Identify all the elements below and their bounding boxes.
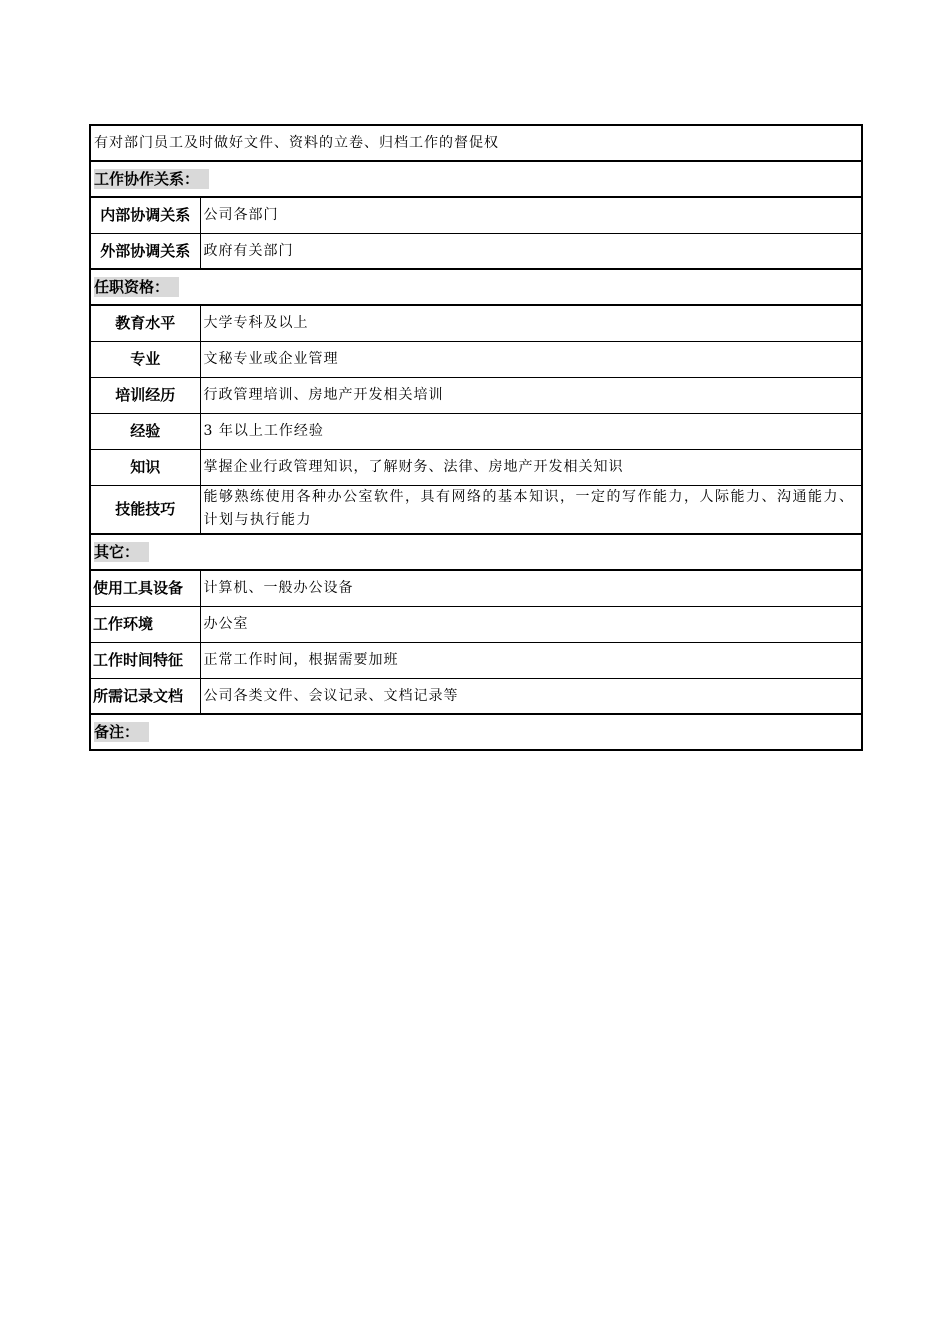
table-row <box>90 678 862 714</box>
row-label: 技能技巧 <box>90 485 200 534</box>
row-value: 行政管理培训、房地产开发相关培训 <box>200 377 862 413</box>
row-value: 能够熟练使用各种办公室软件，具有网络的基本知识，一定的写作能力，人际能力、沟通能力、计划与执行能力 <box>200 485 862 534</box>
section-heading-qualifications <box>90 269 862 305</box>
row-label: 专业 <box>90 341 200 377</box>
row-value: 计算机、一般办公设备 <box>200 570 862 606</box>
row-label: 工作时间特征 <box>90 642 200 678</box>
row-value: 公司各部门 <box>200 197 862 233</box>
row-label: 外部协调关系 <box>90 233 200 269</box>
table-row <box>90 125 862 161</box>
table-row <box>90 449 862 485</box>
section-header-row <box>90 269 862 305</box>
row-label: 教育水平 <box>90 305 200 341</box>
section-heading-text: 备注： <box>94 722 149 742</box>
table-row <box>90 341 862 377</box>
row-label: 内部协调关系 <box>90 197 200 233</box>
table-row <box>90 642 862 678</box>
table-row <box>90 197 862 233</box>
section-header-row <box>90 161 862 197</box>
row-label: 所需记录文档 <box>90 678 200 714</box>
row-value: 正常工作时间，根据需要加班 <box>200 642 862 678</box>
table-row <box>90 606 862 642</box>
row-value: 3 年以上工作经验 <box>200 413 862 449</box>
table-row <box>90 485 862 534</box>
section-header-row <box>90 534 862 570</box>
section-heading-text: 工作协作关系： <box>94 169 209 189</box>
table-row <box>90 570 862 606</box>
row-value: 文秘专业或企业管理 <box>200 341 862 377</box>
row-value: 办公室 <box>200 606 862 642</box>
row-label: 工作环境 <box>90 606 200 642</box>
table-row <box>90 377 862 413</box>
section-heading-text: 其它： <box>94 542 149 562</box>
row-label: 培训经历 <box>90 377 200 413</box>
section-heading-remarks <box>90 714 862 750</box>
authority-text: 有对部门员工及时做好文件、资料的立卷、归档工作的督促权 <box>90 125 862 161</box>
table-row <box>90 413 862 449</box>
row-value: 公司各类文件、会议记录、文档记录等 <box>200 678 862 714</box>
section-heading-others <box>90 534 862 570</box>
row-value: 掌握企业行政管理知识，了解财务、法律、房地产开发相关知识 <box>200 449 862 485</box>
row-value: 大学专科及以上 <box>200 305 862 341</box>
row-label: 使用工具设备 <box>90 570 200 606</box>
job-description-table <box>89 124 863 751</box>
row-value: 政府有关部门 <box>200 233 862 269</box>
section-heading-collaboration <box>90 161 862 197</box>
table-row <box>90 305 862 341</box>
table-row <box>90 233 862 269</box>
section-header-row <box>90 714 862 750</box>
row-label: 经验 <box>90 413 200 449</box>
row-label: 知识 <box>90 449 200 485</box>
section-heading-text: 任职资格： <box>94 277 179 297</box>
